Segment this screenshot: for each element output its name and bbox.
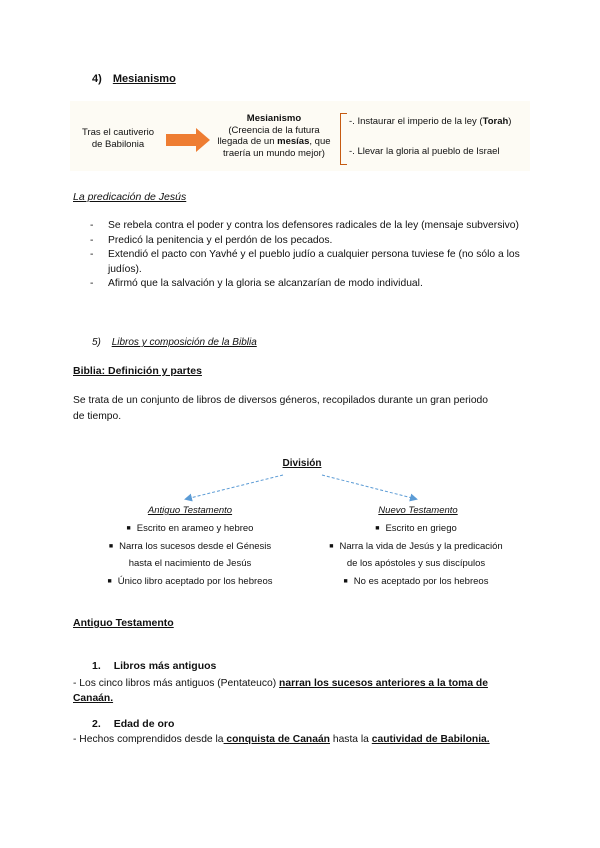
- diagram-right-1-pre: -. Instaurar el imperio de la ley (: [349, 116, 483, 127]
- section-5-number: 5): [92, 337, 101, 348]
- predicacion-item: - Predicó la penitencia y el perdón de los pecados.: [90, 234, 530, 249]
- antiguo-item: [70, 538, 310, 556]
- antiguo-testamento-heading: Antiguo Testamento: [73, 617, 174, 629]
- division-arrow-right: [322, 475, 416, 499]
- bullet-icon: ■: [375, 525, 380, 532]
- division-arrow-left: [186, 475, 283, 499]
- division-title: División: [282, 458, 322, 469]
- edad-de-oro-bold-2: cautividad de Babilonia.: [371, 734, 490, 745]
- edad-de-oro-text: [73, 734, 543, 745]
- nuevo-item-text: Narra la vida de Jesús y la predicación: [339, 540, 503, 552]
- subheading-2-title: Edad de oro: [113, 718, 175, 730]
- nuevo-item: [290, 520, 542, 538]
- antiguo-testamento-list: [70, 520, 310, 590]
- predicacion-item: - Afirmó que la salvación y la gloria se alcanzarían de modo individual.: [90, 277, 530, 292]
- section-4-number: 4): [92, 73, 102, 85]
- nuevo-item-continued: de los apóstoles y sus discípulos: [346, 558, 486, 569]
- bullet-icon: ■: [343, 577, 348, 585]
- nuevo-item: [290, 573, 542, 591]
- antiguo-item: [70, 520, 310, 538]
- subheading-libros-antiguos: [92, 660, 216, 672]
- antiguo-item-continued: hasta el nacimiento de Jesús: [128, 558, 252, 569]
- diagram-left-line-1: Tras el cautiverio: [82, 127, 154, 138]
- subheading-edad-de-oro: [92, 718, 174, 730]
- diagram-left-line-2: de Babilonia: [91, 139, 145, 150]
- subheading-2-number: 2.: [92, 718, 101, 730]
- subheading-1-title: Libros más antiguos: [113, 660, 217, 672]
- libros-antiguos-text: [73, 676, 533, 706]
- libros-antiguos-pre: - Los cinco libros más antiguos (Pentateuco): [73, 678, 280, 689]
- diagram-center-line-2-pre: llegada de un: [217, 136, 278, 147]
- nuevo-item: [290, 538, 542, 556]
- diagram-right-item-2: -. Llevar la gloria al pueblo de Israel: [349, 146, 500, 157]
- libros-antiguos-bold: narran los sucesos anteriores a la toma de: [279, 678, 488, 689]
- biblia-heading: Biblia: Definición y partes: [73, 365, 202, 377]
- diagram-center-line-3: traería un mundo mejor): [223, 147, 325, 159]
- antiguo-item: [70, 573, 310, 591]
- section-5-title: Libros y composición de la Biblia: [111, 337, 257, 348]
- diagram-center-title: Mesianismo: [246, 113, 302, 124]
- antiguo-item-text: Único libro aceptado por los hebreos: [117, 575, 273, 587]
- antiguo-item-text: Escrito en arameo y hebreo: [136, 523, 254, 534]
- section-4-title: Mesianismo: [112, 73, 176, 85]
- diagram-center-line-1: (Creencia de la futura: [228, 124, 320, 136]
- subheading-1-number: 1.: [92, 660, 101, 672]
- antiguo-item-text: Narra los sucesos desde el Génesis: [119, 540, 272, 552]
- edad-de-oro-pre: - Hechos comprendidos desde la: [73, 734, 224, 745]
- libros-antiguos-bold-2: Canaán.: [73, 693, 114, 704]
- nuevo-item-text: No es aceptado por los hebreos: [353, 575, 489, 587]
- predicacion-item: - Se rebela contra el poder y contra los defensores radicales de la ley (mensaje subversivo): [90, 219, 530, 234]
- bullet-icon: ■: [107, 577, 112, 585]
- nuevo-testamento-title: Nuevo Testamento: [378, 505, 458, 516]
- antiguo-testamento-title: Antiguo Testamento: [147, 505, 233, 516]
- predicacion-heading: La predicación de Jesús: [73, 191, 187, 203]
- nuevo-item-text: Escrito en griego: [385, 523, 457, 534]
- edad-de-oro-mid: hasta la: [329, 734, 372, 745]
- diagram-center-line-2-post: , que: [309, 136, 331, 147]
- predicacion-item: - Extendió el pacto con Yavhé y el pueblo judío a cualquier persona tuviese fe (no sólo a los judíos).: [90, 248, 530, 277]
- diagram-right-1-bold: Torah: [482, 116, 509, 127]
- bullet-icon: ■: [329, 542, 334, 550]
- bullet-icon: ■: [126, 525, 131, 532]
- diagram-center-line-2-bold: mesías: [277, 136, 310, 147]
- biblia-paragraph-line-2: de tiempo.: [73, 411, 122, 422]
- biblia-paragraph-line-1: Se trata de un conjunto de libros de diversos géneros, recopilados durante un gran periodo: [73, 395, 489, 406]
- edad-de-oro-bold-1: conquista de Canaán: [223, 734, 330, 745]
- nuevo-testamento-list: [290, 520, 542, 590]
- diagram-right-1-post: ): [508, 116, 512, 127]
- bullet-icon: ■: [108, 542, 114, 550]
